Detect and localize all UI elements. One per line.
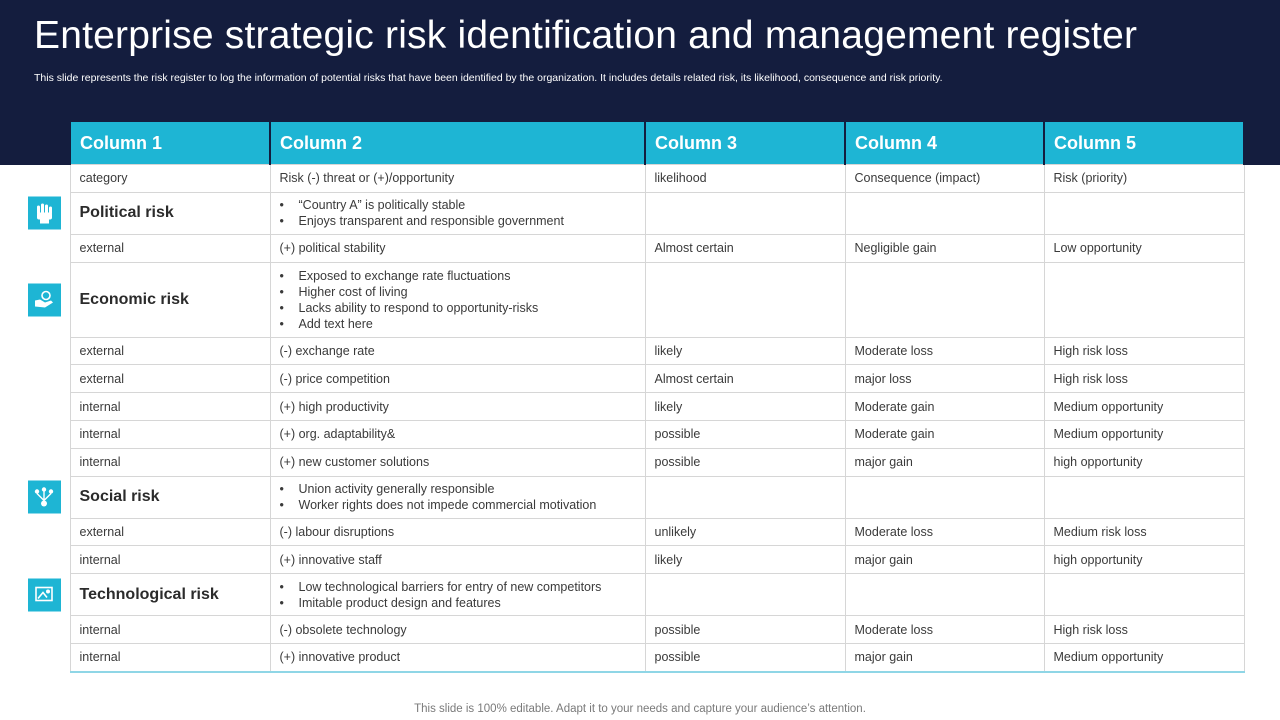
category-cell [70, 192, 270, 234]
table-cell: Risk (priority) [1044, 165, 1244, 193]
table-cell: possible [645, 420, 845, 448]
table-cell [1044, 262, 1244, 337]
table-cell: high opportunity [1044, 448, 1244, 476]
table-cell: (-) labour disruptions [270, 518, 645, 546]
bullet-item: • Imitable product design and features [299, 595, 636, 611]
table-cell: (-) obsolete technology [270, 616, 645, 644]
column-header: Column 3 [645, 122, 845, 165]
table-cell: major gain [845, 448, 1044, 476]
table-cell: High risk loss [1044, 337, 1244, 365]
category-label: Political risk [79, 204, 174, 222]
table-cell [1044, 192, 1244, 234]
table-cell [645, 262, 845, 337]
table-cell: (+) new customer solutions [270, 448, 645, 476]
table-cell: Medium opportunity [1044, 420, 1244, 448]
table-cell: Negligible gain [845, 234, 1044, 262]
bullet-list [280, 197, 636, 229]
table-cell: internal [70, 616, 270, 644]
table-row [70, 234, 1244, 262]
bullet-item: • Lacks ability to respond to opportunity-risks [299, 300, 636, 316]
table-cell: external [70, 234, 270, 262]
table-cell: major gain [845, 546, 1044, 574]
table-cell: Moderate loss [845, 616, 1044, 644]
network-icon [28, 481, 61, 514]
category-cell [70, 262, 270, 337]
bullet-item: • Worker rights does not impede commercial motivation [299, 497, 636, 513]
table-cell: (+) high productivity [270, 393, 645, 421]
table-cell: category [70, 165, 270, 193]
table-cell: Medium risk loss [1044, 518, 1244, 546]
table-cell: likelihood [645, 165, 845, 193]
table-cell: Almost certain [645, 365, 845, 393]
table-cell: internal [70, 546, 270, 574]
table-cell [645, 192, 845, 234]
bullet-item: • Union activity generally responsible [299, 481, 636, 497]
fist-icon [28, 197, 61, 230]
table-cell: external [70, 365, 270, 393]
category-cell [70, 476, 270, 518]
table-cell: external [70, 518, 270, 546]
table-cell: Moderate loss [845, 518, 1044, 546]
table-row [70, 448, 1244, 476]
table-header-row [70, 165, 1244, 193]
slide-title: Enterprise strategic risk identification and management register [34, 14, 1138, 57]
table-cell: Moderate loss [845, 337, 1044, 365]
bullet-cell [270, 262, 645, 337]
table-cell: external [70, 337, 270, 365]
table-cell [645, 476, 845, 518]
bullet-item: • “Country A” is politically stable [299, 197, 636, 213]
table-cell: internal [70, 420, 270, 448]
table-cell: possible [645, 448, 845, 476]
column-header: Column 1 [70, 122, 270, 165]
table-cell [845, 476, 1044, 518]
money-hand-icon [28, 283, 61, 316]
table-row [70, 393, 1244, 421]
technology-icon [28, 578, 61, 611]
table-cell: (-) price competition [270, 365, 645, 393]
column-header: Column 5 [1044, 122, 1244, 165]
table-cell [645, 574, 845, 616]
table-cell: internal [70, 393, 270, 421]
table-cell: high opportunity [1044, 546, 1244, 574]
column-header: Column 4 [845, 122, 1044, 165]
table-cell: likely [645, 393, 845, 421]
table-cell: Consequence (impact) [845, 165, 1044, 193]
bullet-item: • Add text here [299, 316, 636, 332]
footer-note: This slide is 100% editable. Adapt it to your needs and capture your audience’s attention. [414, 703, 866, 715]
table-cell: (+) innovative staff [270, 546, 645, 574]
category-row [70, 192, 1244, 234]
table-row [70, 337, 1244, 365]
table-row [70, 546, 1244, 574]
table-cell [1044, 476, 1244, 518]
table-cell: (+) political stability [270, 234, 645, 262]
bullet-item: • Exposed to exchange rate fluctuations [299, 268, 636, 284]
table-cell: internal [70, 643, 270, 671]
category-row [70, 574, 1244, 616]
table-cell [845, 192, 1044, 234]
table-cell: possible [645, 616, 845, 644]
category-row [70, 262, 1244, 337]
table-cell: likely [645, 546, 845, 574]
column-header-row [70, 122, 1244, 165]
column-header: Column 2 [270, 122, 645, 165]
table-cell: Moderate gain [845, 420, 1044, 448]
table-row [70, 518, 1244, 546]
table-cell [845, 262, 1044, 337]
bullet-cell [270, 476, 645, 518]
table-row [70, 616, 1244, 644]
table-cell: unlikely [645, 518, 845, 546]
table-cell [845, 574, 1044, 616]
table-cell: (-) exchange rate [270, 337, 645, 365]
bullet-list [280, 579, 636, 611]
table-row [70, 643, 1244, 671]
category-cell [70, 574, 270, 616]
bullet-cell [270, 192, 645, 234]
bullet-cell [270, 574, 645, 616]
category-label: Economic risk [79, 290, 189, 308]
table-cell: (+) org. adaptability& [270, 420, 645, 448]
bullet-item: • Higher cost of living [299, 284, 636, 300]
bullet-item: • Enjoys transparent and responsible government [299, 213, 636, 229]
table-row [70, 420, 1244, 448]
table-cell: Medium opportunity [1044, 643, 1244, 671]
table-cell: Risk (-) threat or (+)/opportunity [270, 165, 645, 193]
bullet-list [280, 268, 636, 332]
table-cell: internal [70, 448, 270, 476]
table-cell: major gain [845, 643, 1044, 671]
table-cell: major loss [845, 365, 1044, 393]
category-row [70, 476, 1244, 518]
table-cell: High risk loss [1044, 365, 1244, 393]
table-cell: likely [645, 337, 845, 365]
table-cell: Low opportunity [1044, 234, 1244, 262]
table-cell: High risk loss [1044, 616, 1244, 644]
bullet-item: • Low technological barriers for entry of new competitors [299, 579, 636, 595]
slide-subtitle: This slide represents the risk register to log the information of potential risks that have been identified by the organization. It includes details related risk, its likelihood, consequence and risk priority. [34, 72, 943, 84]
category-label: Technological risk [79, 585, 219, 603]
table-cell: Medium opportunity [1044, 393, 1244, 421]
table-cell: possible [645, 643, 845, 671]
table-cell: Moderate gain [845, 393, 1044, 421]
category-label: Social risk [79, 488, 160, 506]
bullet-list [280, 481, 636, 513]
table-cell [1044, 574, 1244, 616]
table-row [70, 365, 1244, 393]
risk-register-table [69, 122, 1245, 673]
table-cell: (+) innovative product [270, 643, 645, 671]
table-cell: Almost certain [645, 234, 845, 262]
